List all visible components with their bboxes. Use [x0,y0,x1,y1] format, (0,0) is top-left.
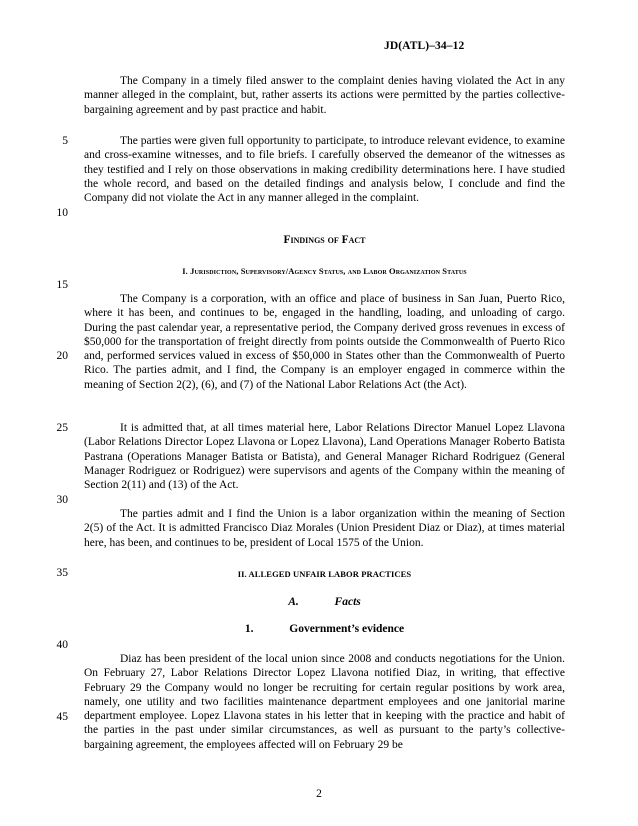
page-number: 2 [316,788,322,800]
line-number-20: 20 [56,350,68,362]
line-number-10: 10 [56,207,68,219]
paragraph-hearing-procedure: The parties were given full opportunity to participate, to introduce relevant evidence, to examine and cross-examine witnesses, and to file briefs. I carefully observed the demeanor of the witnesses as they testified and I rely on those observations in making credibility determinations here. I have studied the whole record, and based on the detailed findings and analysis below, I conclude and find the Company did not violate the Act in any manner alleged in the complaint. [84,135,565,205]
line-number-15: 15 [56,279,68,291]
paragraph-union-status: The parties admit and I find the Union is a labor organization within the meaning of Section 2(5) of the Act. It is admitted Francisco Diaz Morales (Union President Diaz or Diaz), at times material here, has been, and continues to be, president of Local 1575 of the Union. [84,508,565,549]
line-number-30: 30 [56,494,68,506]
paragraph-company-answer: The Company in a timely filed answer to the complaint denies having violated the Act in any manner alleged in the complaint, but, rather asserts its actions were permitted by the parties collective-bargaining agreement and by past practice and habit. [84,75,565,116]
heading-findings-of-fact: Findings of Fact [283,234,366,246]
paragraph-government-evidence: Diaz has been president of the local union since 2008 and conducts negotiations for the Union. On February 27, Labor Relations Director Lopez Llavona notified Diaz, in writing, that effective February 29 the Company would no longer be recruiting for certain regular positions by work area, namely, one utility and two facilities maintenance department employees and one janitorial marine department employee. Lopez Llavona states in his letter that in keeping with the practice and habit of the parties in the past under similar circumstances, as well as pursuant to the party’s collective-bargaining agreement, the employees affected will on February 29 be [84,653,565,751]
line-number-35: 35 [56,567,68,579]
sub-1-number: 1. [244,623,254,635]
paragraph-supervisors: It is admitted that, at all times material here, Labor Relations Director Manuel Lopez Llavona (Labor Relations Director Lopez Llavona or Lopez Llavona), Land Operations Manager Roberto Batista Pastrana (Operations Manager Batista or Batista), and General Manager Richard Rodriguez (General Manager Rodriguez or Rodriguez) were supervisors and agents of the Company within the meaning of Section 2(11) and (13) of the Act. [84,422,565,492]
heading-sub-1 [84,623,565,635]
document-id-header: JD(ATL)–34–12 [384,40,465,52]
sub-a-letter: A. [288,596,299,608]
heading-sub-a [84,596,565,608]
heading-section-2: II. ALLEGED UNFAIR LABOR PRACTICES [237,569,412,579]
sub-1-title: Government’s evidence [289,623,405,635]
paragraph-jurisdiction: The Company is a corporation, with an office and place of business in San Juan, Puerto Rico, where it has been, and continues to be, engaged in the handling, loading, and unloading of cargo. During the past calendar year, a representative period, the Company derived gross revenues in excess of $50,000 for the transportation of freight directly from points outside the Commonwealth of Puerto Rico and, performed services valued in excess of $50,000 in States other than the Commonwealth of Puerto Rico. The parties admit, and I find, the Company is an employer engaged in commerce within the meaning of Section 2(2), (6), and (7) of the National Labor Relations Act (the Act). [84,293,565,391]
heading-section-1: I. Jurisdiction, Supervisory/Agency Status, and Labor Organization Status [182,266,467,276]
sub-a-title: Facts [334,596,361,608]
line-number-25: 25 [56,422,68,434]
line-number-40: 40 [56,639,68,651]
line-number-5: 5 [62,135,68,147]
line-number-45: 45 [56,711,68,723]
